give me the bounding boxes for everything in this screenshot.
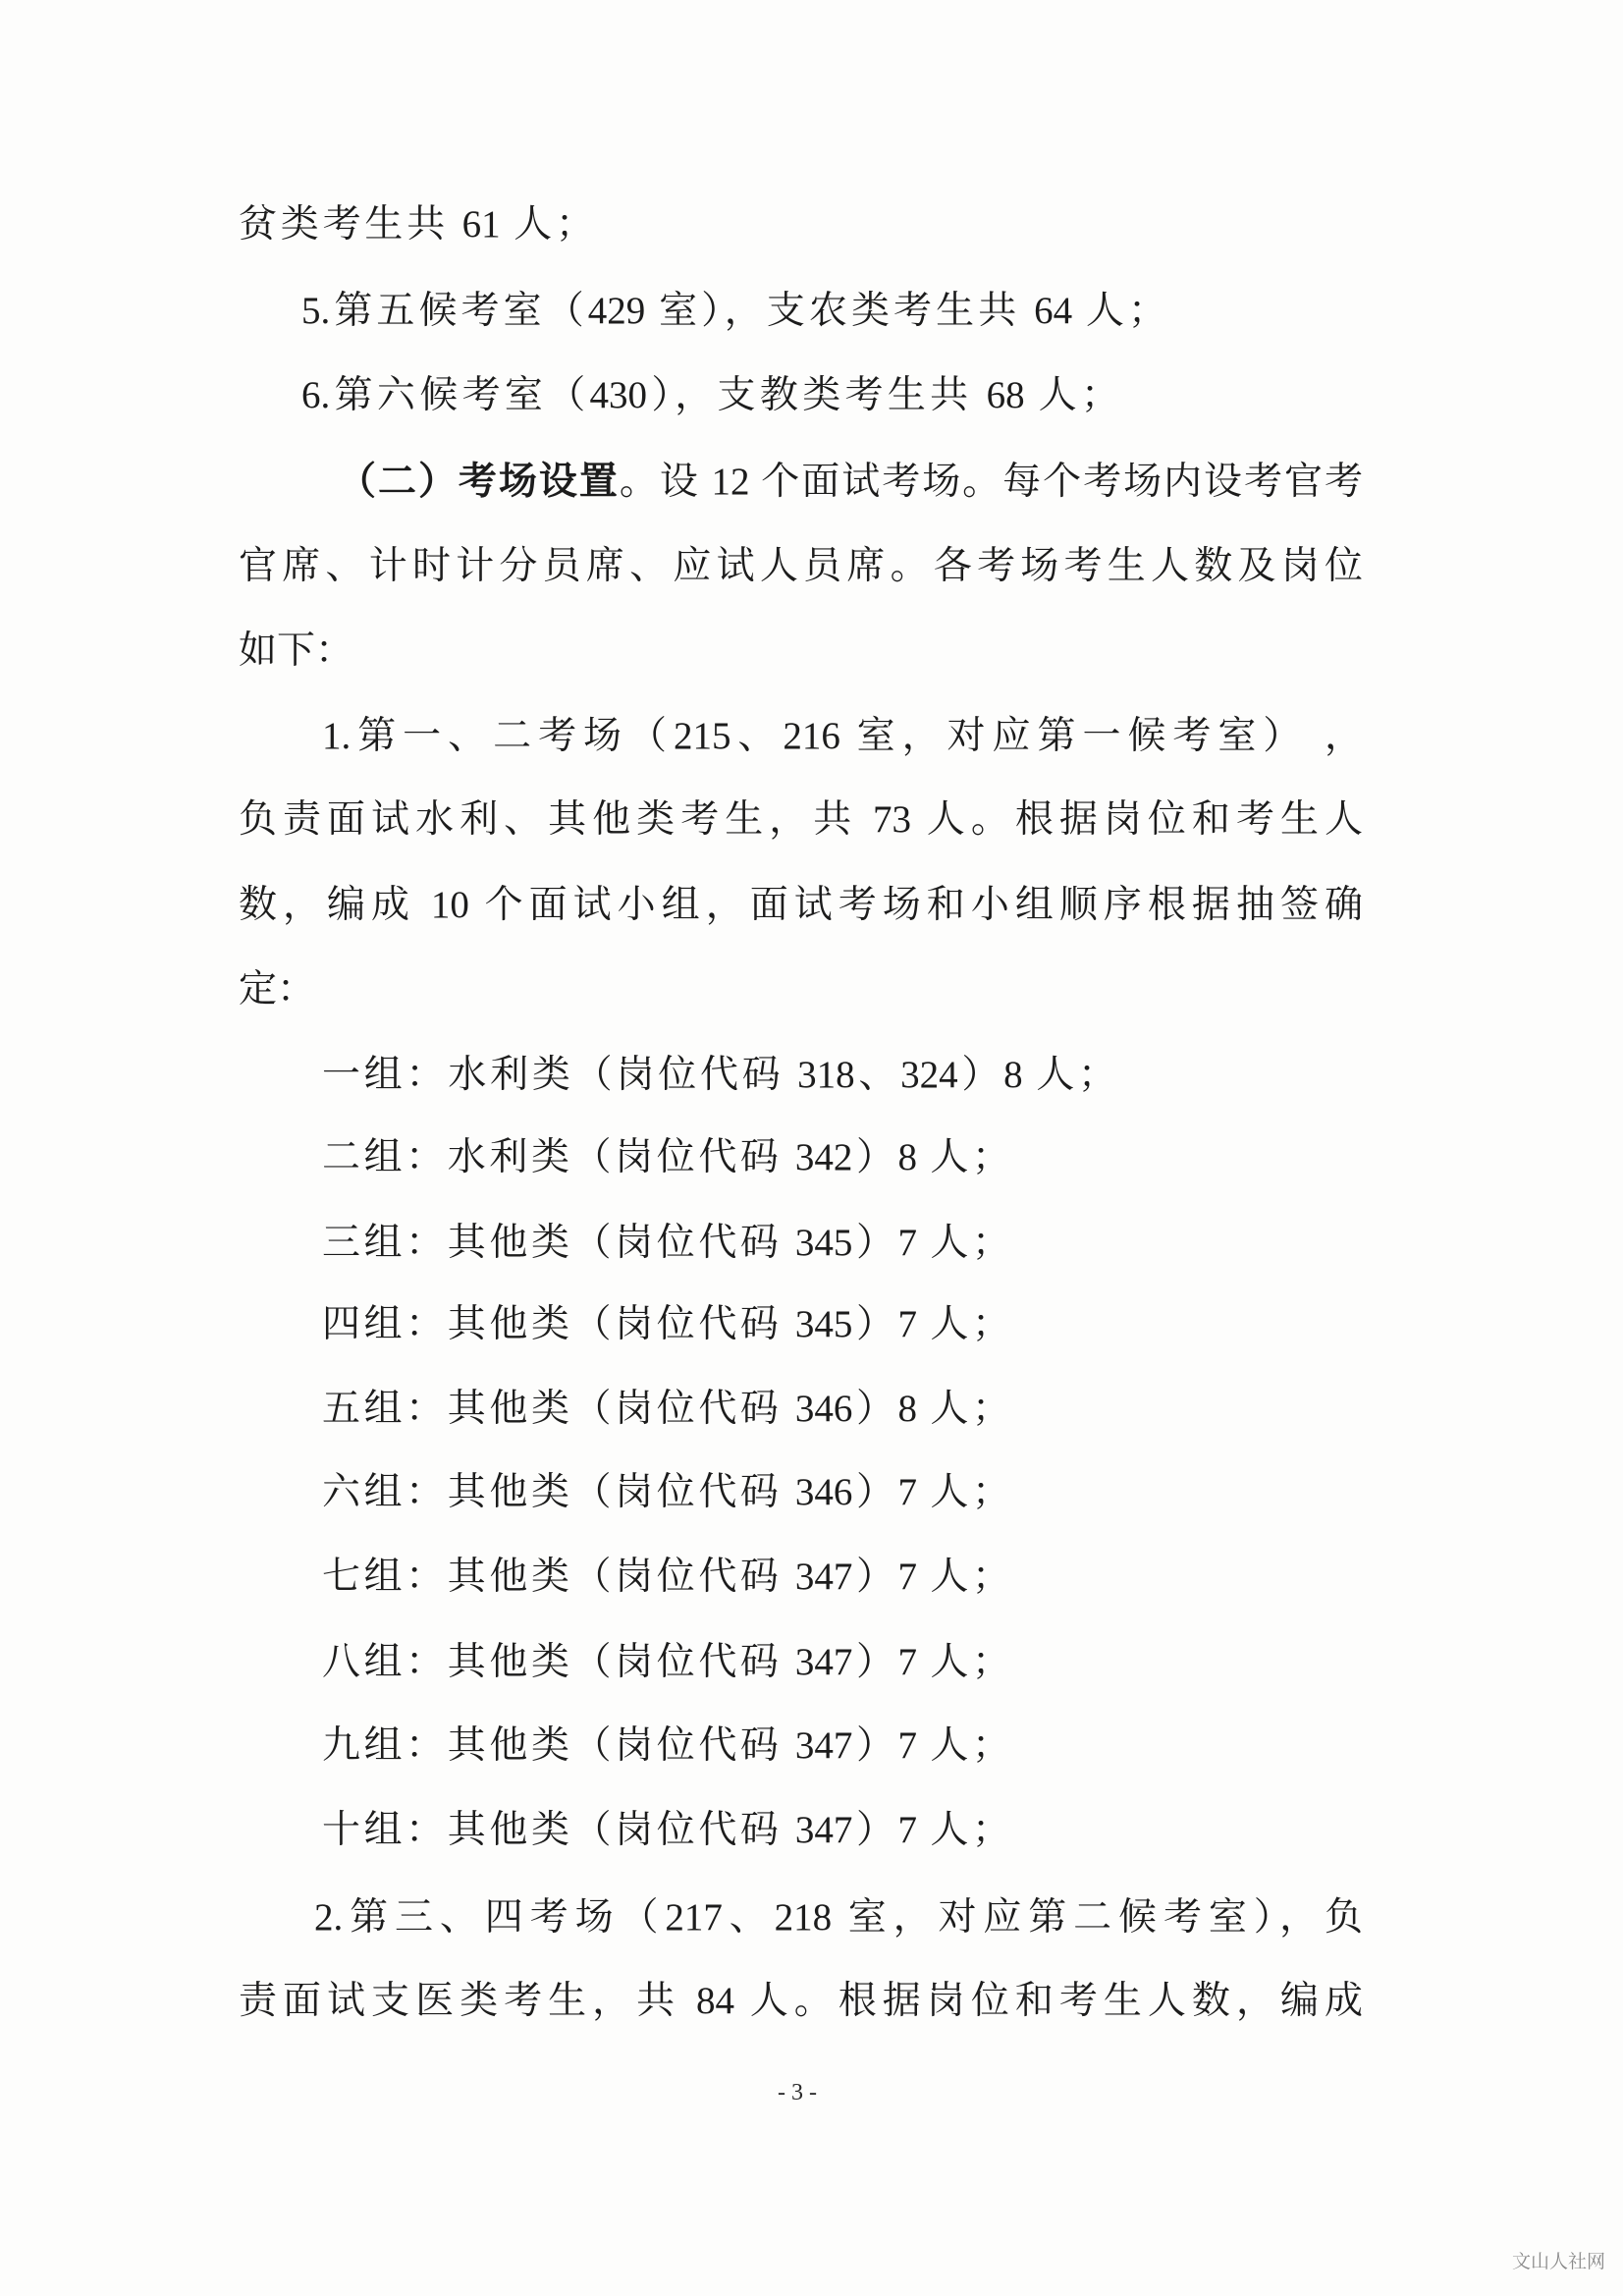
- exam-rooms-2-line: 责面试支医类考生，共 84 人。根据岗位和考生人数，编成: [239, 1980, 1363, 2022]
- site-watermark: 文山人社网: [1512, 2251, 1606, 2272]
- section-2-heading: （二）考场设置: [338, 461, 620, 503]
- group-list-item: 二组：水利类（岗位代码 342）8 人；: [322, 1136, 1010, 1178]
- group-list-item: 八组：其他类（岗位代码 347）7 人；: [322, 1641, 1010, 1683]
- group-list-item: 四组：其他类（岗位代码 345）7 人；: [322, 1303, 1010, 1345]
- page-number: - 3 -: [778, 2080, 817, 2105]
- exam-rooms-1-line: 数，编成 10 个面试小组，面试考场和小组顺序根据抽签确: [239, 884, 1363, 926]
- section-2-first-line: [338, 463, 1363, 502]
- group-list-item: 七组：其他类（岗位代码 347）7 人；: [322, 1556, 1010, 1598]
- group-list-item: 一组：水利类（岗位代码 318、324）8 人；: [322, 1054, 1116, 1096]
- section-2-line: 官席、计时计分员席、应试人员席。各考场考生人数及岗位: [239, 545, 1363, 587]
- waiting-room-5-line: 5.第五候考室（429 室），支农类考生共 64 人；: [301, 290, 1166, 332]
- continuation-line: 贫类考生共 61 人；: [239, 203, 594, 246]
- group-list-item: 五组：其他类（岗位代码 346）8 人；: [322, 1388, 1010, 1430]
- exam-rooms-1-line: 定：: [239, 968, 316, 1011]
- group-list-item: 三组：其他类（岗位代码 345）7 人；: [322, 1222, 1010, 1264]
- group-list-item: 九组：其他类（岗位代码 347）7 人；: [322, 1724, 1010, 1767]
- section-2-text: 。设 12 个面试考场。每个考场内设考官考: [619, 461, 1363, 503]
- section-2-line: 如下：: [239, 629, 354, 672]
- waiting-room-6-line: 6.第六候考室（430），支教类考生共 68 人；: [301, 374, 1119, 416]
- exam-rooms-2-line: 2.第三、四考场（217、218 室，对应第二候考室），负: [314, 1896, 1363, 1939]
- exam-rooms-1-line: 负责面试水利、其他类考生，共 73 人。根据岗位和考生人: [239, 798, 1363, 841]
- group-list-item: 十组：其他类（岗位代码 347）7 人；: [322, 1809, 1010, 1851]
- exam-rooms-1-line: 1.第一、二考场（215、216 室，对应第一候考室） ，: [322, 715, 1363, 757]
- group-list-item: 六组：其他类（岗位代码 346）7 人；: [322, 1471, 1010, 1513]
